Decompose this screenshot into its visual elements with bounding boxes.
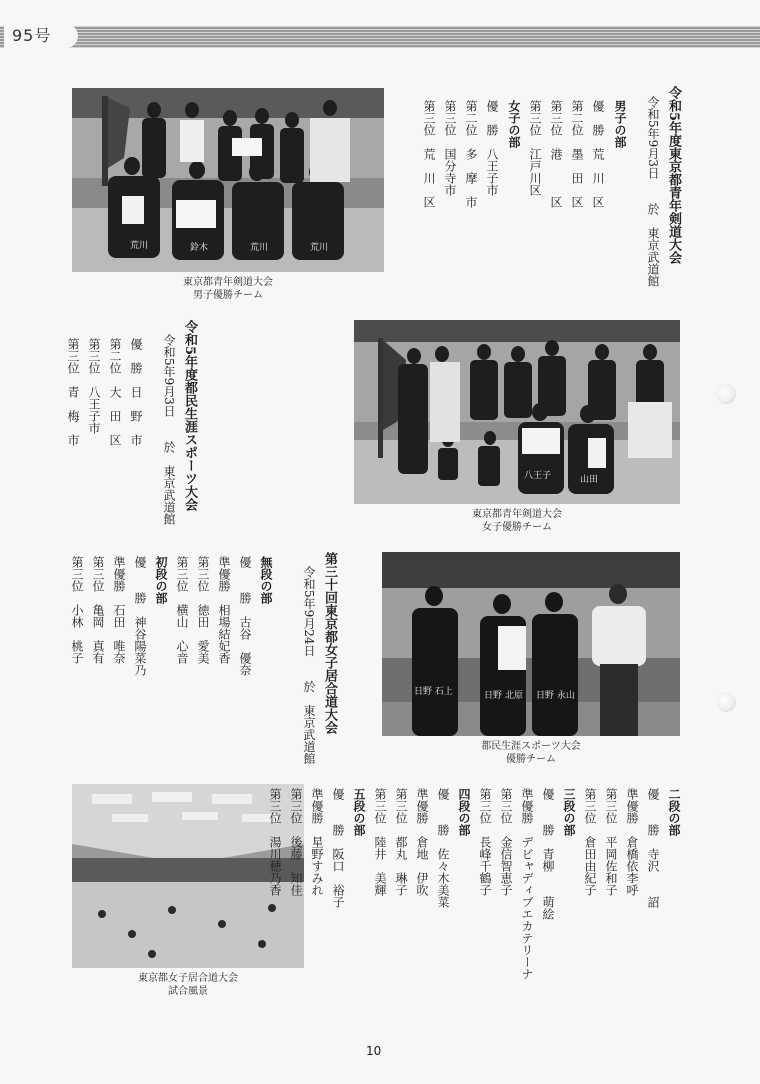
division-heading: 初段の部 [154,556,168,604]
result-line: 準優勝 倉橋依李呼 [625,788,639,896]
division-heading: 二段の部 [667,788,681,836]
photo-label: 山田 [580,475,599,485]
page-number: 10 [366,1044,382,1058]
division-heading: 四段の部 [457,788,471,836]
photo-label: 荒川 [310,243,329,253]
result-line: 第二位 墨 田 区 [570,100,584,208]
photo-label: 日野 石上 [414,687,453,697]
result-line: 第三位 港 区 [549,100,563,208]
photo-youth-men-team [72,88,384,272]
result-line: 第三位 湯川穂乃香 [268,788,282,896]
result-line: 第三位 都丸 琳子 [394,788,408,896]
result-line: 第二位 大 田 区 [108,338,122,446]
result-line: 優 勝 阪口 裕子 [331,788,345,908]
photo-label: 日野 永山 [536,691,575,701]
result-line: 優 勝 八王子市 [485,100,499,196]
result-line: 第三位 江戸川区 [528,100,542,196]
result-line: 優 勝 神谷陽菜乃 [133,556,147,676]
result-line: 準優勝 倉地 伊吹 [415,788,429,896]
result-line: 準優勝 星野すみれ [310,788,324,896]
result-line: 第三位 国分寺市 [443,100,457,196]
issue-number: 95号 [4,24,78,48]
section-meta-lifelong: 令和5年9月3日 於 東京武道館 [162,334,176,525]
result-line: 優 勝 古谷 優奈 [238,556,252,676]
result-line: 第三位 金信智恵子 [499,788,513,896]
section-meta-iaido: 令和5年9月24日 於 東京武道館 [302,566,316,765]
division-heading: 五段の部 [352,788,366,836]
caption-youth-women: 東京都青年剣道大会 女子優勝チーム [472,509,562,533]
photo-label: 荒川 [250,243,269,253]
division-heading: 無段の部 [259,556,273,604]
result-line: 第三位 青 梅 市 [66,338,80,446]
result-line: 第三位 徳田 愛美 [196,556,210,664]
result-line: 優 勝 寺沢 詔 [646,788,660,908]
caption-iaido-venue: 東京都女子居合道大会 試合風景 [138,973,238,997]
result-line: 準優勝 相場結妃香 [217,556,231,664]
section-title-iaido: 第三十回東京都女子居合道大会 [322,552,337,734]
caption-youth-men: 東京都青年剣道大会 男子優勝チーム [183,277,273,301]
division-heading: 女子の部 [507,100,521,148]
result-line: 第三位 亀岡 真有 [91,556,105,664]
division-heading: 三段の部 [562,788,576,836]
result-line: 第三位 小林 桃子 [70,556,84,664]
photo-lifelong-team [382,552,680,736]
binder-hole-icon [716,692,736,712]
header-band [0,26,760,48]
result-line: 第三位 倉田由紀子 [583,788,597,896]
result-line: 準優勝 石田 唯奈 [112,556,126,664]
result-line: 第三位 平岡佐和子 [604,788,618,896]
section-title-youth: 令和5年度東京都青年剣道大会 [666,86,681,265]
result-line: 優 勝 佐々木美菜 [436,788,450,908]
result-line: 第三位 後藤 知佳 [289,788,303,896]
photo-label: 鈴木 [190,243,209,253]
result-line: 優 勝 青柳 萌絵 [541,788,555,920]
result-line: 優 勝 荒 川 区 [591,100,605,208]
photo-label: 八王子 [524,471,552,481]
division-heading: 男子の部 [613,100,627,148]
result-line: 優 勝 日 野 市 [129,338,143,446]
result-line: 準優勝 デビャディブエカテリーナ [520,788,534,980]
caption-lifelong: 都民生涯スポーツ大会 優勝チーム [481,741,581,765]
result-line: 第三位 荒 川 区 [422,100,436,208]
result-line: 第三位 横山 心音 [175,556,189,664]
result-line: 第三位 八王子市 [87,338,101,434]
section-meta-youth: 令和5年9月3日 於 東京武道館 [646,96,660,287]
binder-hole-icon [716,384,736,404]
result-line: 第三位 長峰千鶴子 [478,788,492,896]
section-title-lifelong: 令和5年度都民生涯スポーツ大会 [182,320,197,512]
photo-label: 荒川 [130,241,149,251]
result-line: 第三位 陸井 美輝 [373,788,387,896]
photo-youth-women-team [354,320,680,504]
photo-label: 日野 北原 [484,691,523,701]
result-line: 第二位 多 摩 市 [464,100,478,208]
